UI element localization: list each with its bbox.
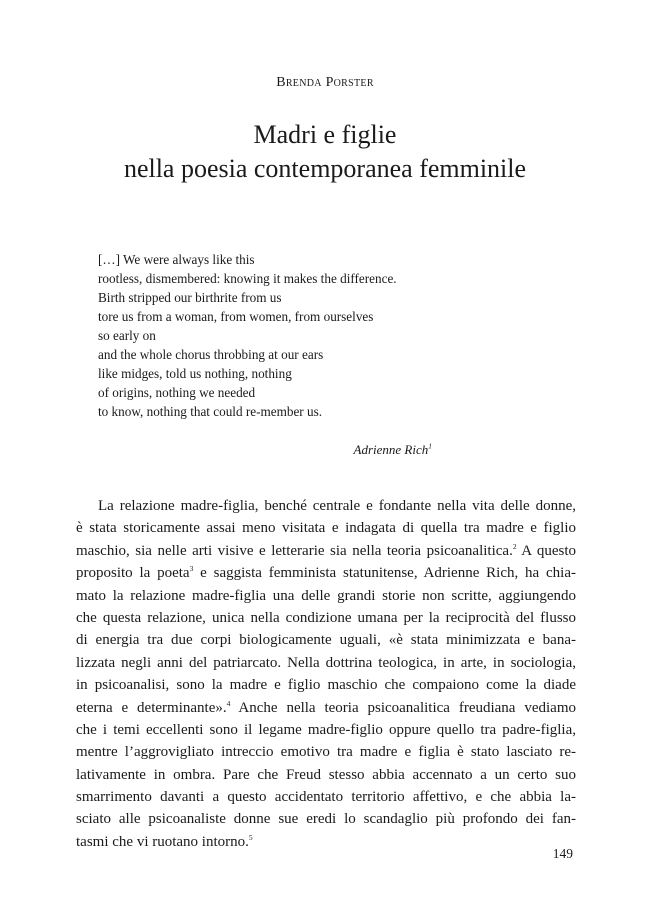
body-line-text: eterna e determinante». (76, 699, 227, 716)
epigraph-attribution (340, 442, 432, 458)
body-line-text: La relazione madre-figlia, benché centrale e fondante nella vita delle donne, (98, 498, 576, 514)
body-paragraph (76, 495, 576, 853)
body-line (76, 629, 576, 651)
body-line-text: lativamente in ombra. Pare che Freud stesso abbia accennato a un certo suo (76, 766, 576, 783)
poem-line: rootless, dismembered: knowing it makes the difference. (98, 271, 397, 286)
body-line (76, 495, 576, 517)
body-line-text: è stata storicamente assai meno visitata e indagata di quella tra madre e figlio (76, 520, 576, 537)
body-line (76, 764, 576, 786)
body-line (76, 786, 576, 808)
body-line (76, 652, 576, 674)
body-line (76, 540, 576, 562)
chapter-title-line-1: Madri e figlie (253, 120, 397, 149)
body-line-text: sciato alle psicoanaliste donne sue eredi lo scandaglio più profondo dei fan- (76, 811, 576, 828)
poem-line: of origins, nothing we needed (98, 385, 256, 400)
poem-line: Birth stripped our birthrite from us (98, 290, 282, 305)
footnote-ref[interactable]: 1 (428, 441, 432, 451)
body-line-text: e saggista femminista statunitense, Adrienne Rich, ha chia- (193, 565, 576, 582)
body-line (76, 674, 576, 696)
body-line-text: A questo (516, 542, 576, 559)
attribution-name: Adrienne Rich (353, 442, 429, 457)
body-line-text: mentre l’aggrovigliato intreccio emotivo tra madre e figlia è stato lasciato re- (76, 744, 576, 761)
body-line-text: Anche nella teoria psicoanalitica freudiana vediamo (230, 699, 576, 716)
poem-line: to know, nothing that could re-member us. (98, 404, 323, 419)
body-line-text: tasmi che vi ruotano intorno. (76, 833, 249, 850)
body-line-text: in psicoanalisi, sono la madre e figlio maschio che compaiono come la diade (76, 677, 576, 694)
body-line-text: di energia tra due corpi biologicamente uguali, «è stata minimizzata e bana- (76, 632, 576, 649)
body-line-text: che i temi eccellenti sono il legame madre-figlio oppure quello tra padre-figlia, (76, 721, 576, 738)
body-line-text: mato la relazione madre-figlia una delle grandi storie non scritte, aggiungendo (76, 587, 576, 604)
footnote-ref[interactable]: 5 (248, 832, 253, 842)
body-line (76, 517, 576, 539)
running-head-author: Brenda Porster (276, 75, 374, 90)
footnote-ref[interactable]: 3 (189, 564, 194, 574)
poem-line: […] We were always like this (98, 252, 255, 267)
body-line-text: che questa relazione, unica nella condizione umana per la reciprocità del flusso (76, 609, 576, 626)
poem-line: and the whole chorus throbbing at our ears (98, 347, 324, 362)
page-number: 149 (552, 846, 573, 861)
body-line (76, 607, 576, 629)
body-line-text: proposito la poeta (76, 565, 190, 582)
poem-line: tore us from a woman, from women, from ourselves (98, 309, 374, 324)
body-line (76, 562, 576, 584)
footnote-ref[interactable]: 2 (512, 541, 517, 551)
footnote-ref[interactable]: 4 (226, 698, 231, 708)
body-line (76, 741, 576, 763)
body-line (76, 585, 576, 607)
body-line-text: smarrimento davanti a questo accidentato territorio affettivo, e che abbia la- (76, 789, 576, 806)
chapter-title (0, 118, 650, 186)
epigraph-poem (98, 250, 458, 421)
poem-line: so early on (98, 328, 156, 343)
body-line (76, 831, 576, 853)
body-line (76, 697, 576, 719)
body-line (76, 808, 576, 830)
body-line (76, 719, 576, 741)
body-line-text: maschio, sia nelle arti visive e letterarie sia nella teoria psicoanalitica. (76, 542, 513, 559)
chapter-title-line-2: nella poesia contemporanea femminile (123, 154, 527, 183)
poem-line: like midges, told us nothing, nothing (98, 366, 292, 381)
body-line-text: lizzata negli anni del patriarcato. Nella dottrina teologica, in arte, in sociologia, (76, 654, 576, 671)
